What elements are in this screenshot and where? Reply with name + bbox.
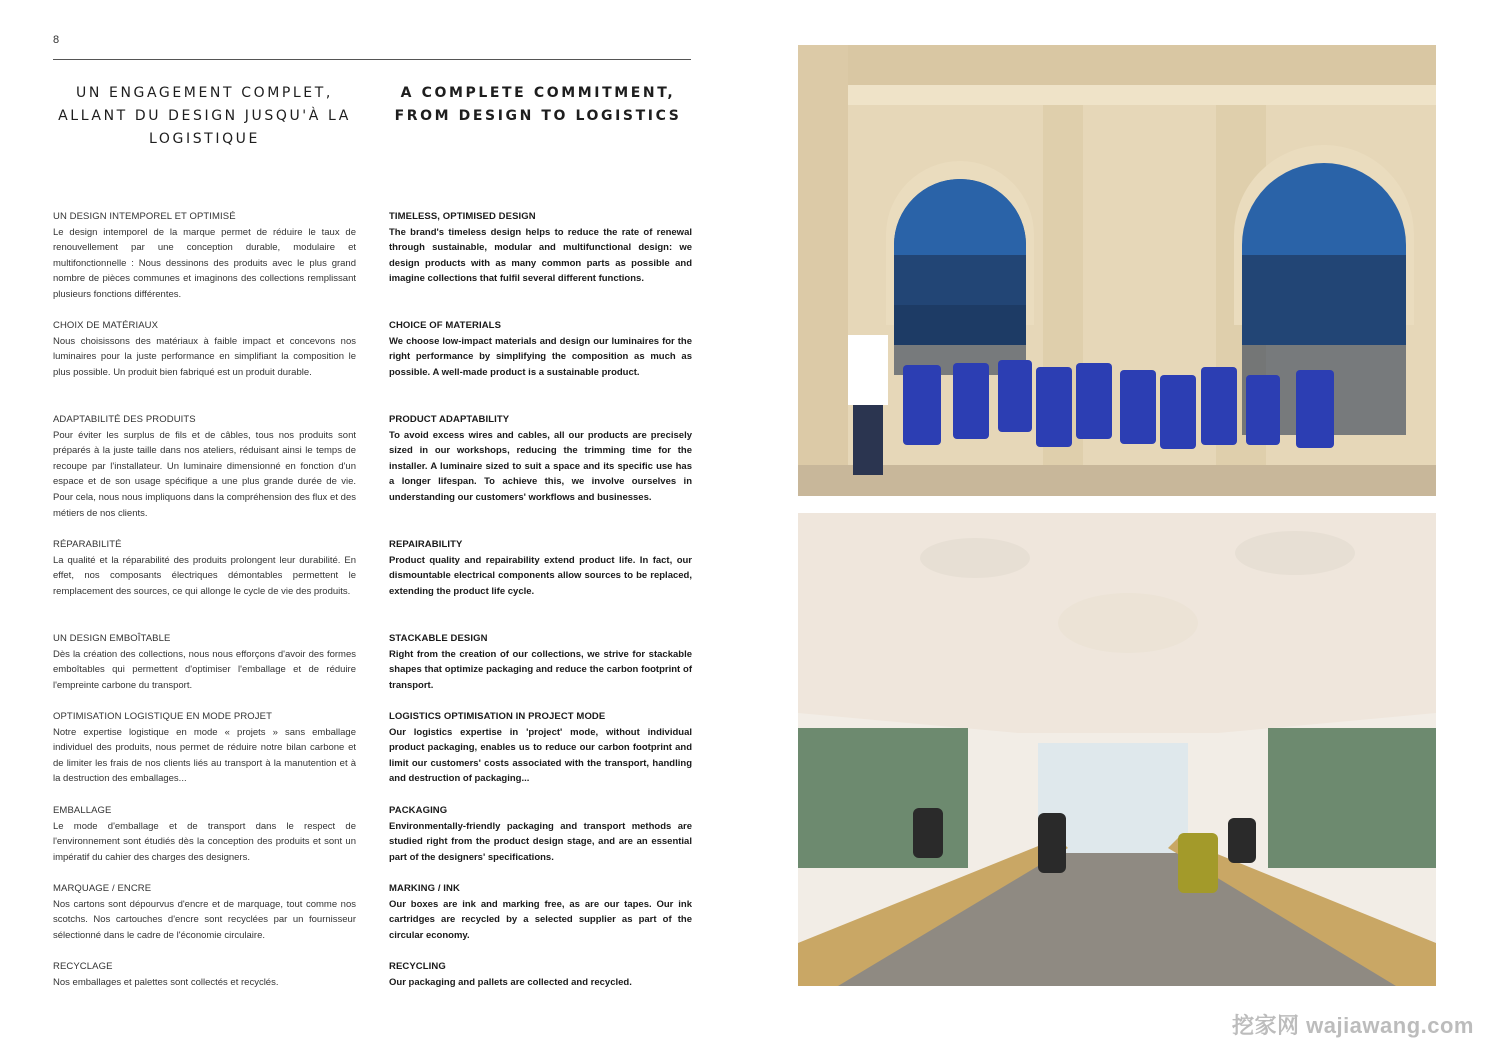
heading-en: A COMPLETE COMMITMENT, FROM DESIGN TO LOGISTICS xyxy=(394,85,682,124)
section-fr-repairability xyxy=(53,537,356,599)
section-en-stackable xyxy=(389,631,692,693)
section-fr-marking xyxy=(53,881,356,943)
section-fr-stackable xyxy=(53,631,356,693)
section-title: EMBALLAGE xyxy=(53,805,112,816)
section-en-recycling xyxy=(389,959,692,990)
section-body: Our logistics expertise in 'project' mode, without individual product packaging, enables us to reduce our carbon footprint and limit our customers' costs associated with the transport, handling and destruction of packaging... xyxy=(389,726,692,785)
section-body: Nos emballages et palettes sont collectés et recyclés. xyxy=(53,976,279,988)
section-title: MARKING / INK xyxy=(389,883,460,894)
section-en-materials xyxy=(389,318,692,380)
section-body: Right from the creation of our collections, we strive for stackable shapes that optimize packaging and reduce the carbon footprint of transport. xyxy=(389,648,692,691)
section-body: Le mode d'emballage et de transport dans le respect de l'environnement sont étudiés dès la conception des produits et sont un impératif du cahier des charges des designers. xyxy=(53,820,356,863)
section-title: PRODUCT ADAPTABILITY xyxy=(389,414,510,425)
header-rule xyxy=(53,59,691,60)
section-body: Our boxes are ink and marking free, as are our tapes. Our ink cartridges are recycled by a selected supplier as part of the circular economy. xyxy=(389,898,692,941)
section-title: PACKAGING xyxy=(389,805,448,816)
section-body: La qualité et la réparabilité des produits prolongent leur durabilité. En effet, nos composants électriques démontables permettent le remplacement des sources, ce qui allonge le cycle de vie des produits. xyxy=(53,554,356,597)
watermark: 挖家网 wajiawang.com xyxy=(1232,1013,1474,1038)
section-fr-packaging xyxy=(53,803,356,865)
section-en-repairability xyxy=(389,537,692,599)
section-body: Dès la création des collections, nous nous efforçons d'avoir des formes emboîtables qui permettent d'optimiser l'emballage et de réduire l'empreinte carbone du transport. xyxy=(53,648,356,691)
section-en-design xyxy=(389,209,692,287)
section-en-marking xyxy=(389,881,692,943)
section-en-logistics xyxy=(389,709,692,787)
section-title: CHOICE OF MATERIALS xyxy=(389,320,502,331)
section-body: We choose low-impact materials and design our luminaires for the right performance by simplifying the composition as much as possible. A well-made product is a sustainable product. xyxy=(389,335,692,378)
workshop-photo xyxy=(798,513,1436,986)
team-photo xyxy=(798,45,1436,496)
section-title: UN DESIGN EMBOÎTABLE xyxy=(53,633,171,644)
section-title: RECYCLAGE xyxy=(53,961,113,972)
section-fr-design xyxy=(53,209,356,303)
section-title: RÉPARABILITÉ xyxy=(53,539,122,550)
section-body: Nos cartons sont dépourvus d'encre et de marquage, tout comme nos scotchs. Nos cartouches d'encre sont recyclées par un fournisseur sélectionné dans le cadre de l'économie circulaire. xyxy=(53,898,356,941)
section-title: ADAPTABILITÉ DES PRODUITS xyxy=(53,414,196,425)
section-body: Notre expertise logistique en mode « projets » sans emballage individuel des produits, nous permet de réduire notre bilan carbone et de limiter les frais de nos clients liés au transport à la manutention et à la destruction des emballages... xyxy=(53,726,356,785)
section-body: To avoid excess wires and cables, all our products are precisely sized in our workshops, reducing the trimming time for the installer. A luminaire sized to suit a space and its specific use has a longer lifespan. To achieve this, we involve ourselves in understanding our customers' workflows and businesses. xyxy=(389,429,692,503)
section-body: The brand's timeless design helps to reduce the rate of renewal through sustainable, modular and multifunctional design: we design products with as many common parts as possible and imagine collections that fulfil several different functions. xyxy=(389,226,692,285)
section-title: STACKABLE DESIGN xyxy=(389,633,488,644)
section-title: RECYCLING xyxy=(389,961,446,972)
section-title: TIMELESS, OPTIMISED DESIGN xyxy=(389,211,536,222)
section-body: Product quality and repairability extend product life. In fact, our dismountable electrical components allow sources to be replaced, extending the product life cycle. xyxy=(389,554,692,597)
heading-fr: UN ENGAGEMENT COMPLET, ALLANT DU DESIGN JUSQU'À LA LOGISTIQUE xyxy=(58,85,351,147)
section-title: REPAIRABILITY xyxy=(389,539,463,550)
section-title: MARQUAGE / ENCRE xyxy=(53,883,152,894)
section-fr-adaptability xyxy=(53,412,356,521)
section-title: UN DESIGN INTEMPOREL ET OPTIMISÉ xyxy=(53,211,236,222)
section-title: CHOIX DE MATÉRIAUX xyxy=(53,320,159,331)
section-body: Le design intemporel de la marque permet de réduire le taux de renouvellement par une conception durable, modulaire et multifonctionnelle : Nous dessinons des produits avec le plus grand nombre de pièces communes et imaginons des collections remplissant plusieurs fonctions différentes. xyxy=(53,226,356,300)
section-body: Pour éviter les surplus de fils et de câbles, tous nos produits sont préparés à la juste taille dans nos ateliers, réduisant ainsi le temps de recoupe par l'installateur. Un luminaire dimensionné en fonction d'un espace et de son usage spécifique a une plus grande durée de vie. Pour cela, nous nous impliquons dans la compréhension des flux et des métiers de nos clients. xyxy=(53,429,356,519)
section-fr-logistics xyxy=(53,709,356,787)
section-body: Nous choisissons des matériaux à faible impact et concevons nos luminaires pour la juste performance en simplifiant la composition le plus possible. Un produit bien fabriqué est un produit durable. xyxy=(53,335,356,378)
section-body: Environmentally-friendly packaging and transport methods are studied right from the product design stage, and are an essential part of the designers' specifications. xyxy=(389,820,692,863)
section-en-adaptability xyxy=(389,412,692,506)
section-body: Our packaging and pallets are collected and recycled. xyxy=(389,976,632,988)
page-number: 8 xyxy=(53,34,60,46)
section-fr-recycling xyxy=(53,959,356,990)
section-en-packaging xyxy=(389,803,692,865)
section-title: LOGISTICS OPTIMISATION IN PROJECT MODE xyxy=(389,711,606,722)
section-fr-materials xyxy=(53,318,356,380)
section-title: OPTIMISATION LOGISTIQUE EN MODE PROJET xyxy=(53,711,272,722)
